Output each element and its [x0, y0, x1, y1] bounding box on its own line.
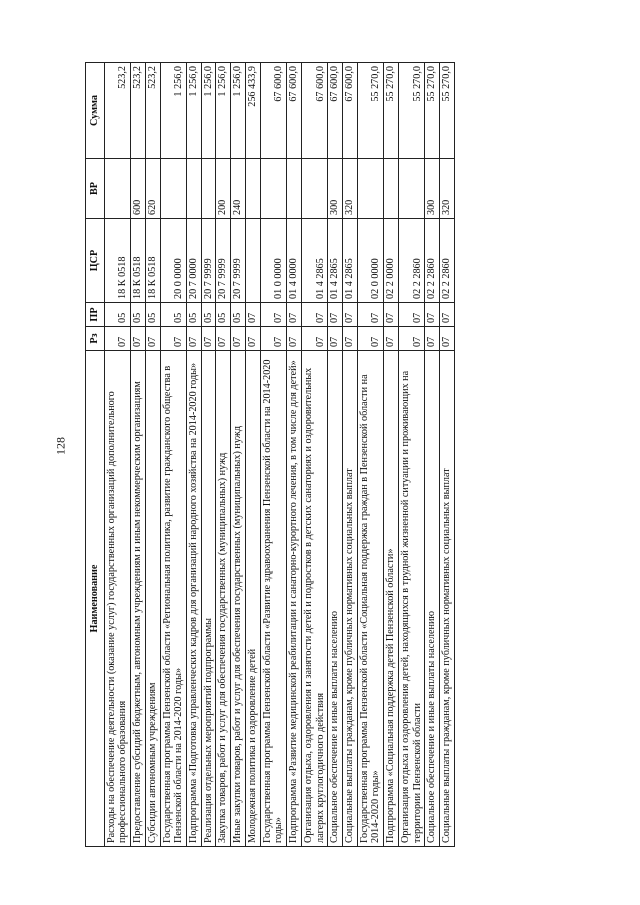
cell-csr: 01 4 2865 — [301, 219, 327, 303]
cell-pr: 07 — [287, 303, 302, 327]
cell-name: Иные закупки товаров, работ и услуг для обеспечения государственных (муниципальных) нужд — [231, 351, 246, 847]
table-body — [104, 63, 454, 847]
cell-rz: 07 — [145, 327, 160, 351]
cell-name: Социальные выплаты гражданам, кроме публичных нормативных социальных выплат — [342, 351, 357, 847]
cell-name: Социальное обеспечение и иные выплаты населению — [425, 351, 440, 847]
cell-pr: 07 — [439, 303, 454, 327]
cell-vr: 240 — [231, 159, 246, 219]
cell-vr — [104, 159, 130, 219]
cell-pr: 07 — [260, 303, 286, 327]
cell-sum: 523,2 — [104, 63, 130, 159]
cell-pr: 07 — [328, 303, 343, 327]
cell-vr: 620 — [145, 159, 160, 219]
cell-pr: 05 — [201, 303, 216, 327]
cell-csr: 20 7 0000 — [187, 219, 202, 303]
cell-vr — [260, 159, 286, 219]
cell-pr: 07 — [342, 303, 357, 327]
cell-vr: 320 — [439, 159, 454, 219]
cell-rz: 07 — [131, 327, 146, 351]
table-row — [342, 63, 357, 847]
cell-pr: 07 — [301, 303, 327, 327]
cell-name: Государственная программа Пензенской области «Региональная политика, развитие гражданского общества в Пензенской области на 2014-2020 годы» — [160, 351, 186, 847]
cell-csr: 18 К 0518 — [131, 219, 146, 303]
cell-rz: 07 — [231, 327, 246, 351]
cell-csr: 02 2 2860 — [425, 219, 440, 303]
cell-csr: 02 2 2860 — [439, 219, 454, 303]
cell-pr: 05 — [131, 303, 146, 327]
cell-pr: 05 — [231, 303, 246, 327]
table-row — [398, 63, 424, 847]
cell-vr — [287, 159, 302, 219]
cell-csr: 20 0 0000 — [160, 219, 186, 303]
cell-pr: 05 — [145, 303, 160, 327]
cell-pr: 05 — [104, 303, 130, 327]
cell-pr: 07 — [384, 303, 399, 327]
rotated-page-content — [85, 63, 565, 847]
cell-sum: 67 600,0 — [301, 63, 327, 159]
table-row — [301, 63, 327, 847]
table-row — [231, 63, 246, 847]
cell-csr: 18 К 0518 — [104, 219, 130, 303]
cell-rz: 07 — [398, 327, 424, 351]
cell-rz: 07 — [104, 327, 130, 351]
table-row — [216, 63, 231, 847]
cell-rz: 07 — [384, 327, 399, 351]
cell-pr: 07 — [398, 303, 424, 327]
cell-vr: 320 — [342, 159, 357, 219]
table-row — [357, 63, 383, 847]
header-vr: ВР — [86, 159, 105, 219]
cell-csr: 20 7 9999 — [231, 219, 246, 303]
cell-sum: 1 256,0 — [201, 63, 216, 159]
cell-sum: 55 270,0 — [439, 63, 454, 159]
cell-rz: 07 — [439, 327, 454, 351]
cell-rz: 07 — [328, 327, 343, 351]
cell-name: Субсидии автономным учреждениям — [145, 351, 160, 847]
table-header-row — [86, 63, 105, 847]
cell-sum: 1 256,0 — [187, 63, 202, 159]
cell-name: Предоставление субсидий бюджетным, автономным учреждениям и иным некоммерческим организациям — [131, 351, 146, 847]
table-row — [439, 63, 454, 847]
cell-name: Организация отдыха, оздоровления и занятости детей и подростков в детских санаториях и оздоровительных лагерях круглогодичного действия — [301, 351, 327, 847]
cell-rz: 07 — [260, 327, 286, 351]
table-row — [201, 63, 216, 847]
table-row — [245, 63, 260, 847]
cell-name: Государственная программа Пензенской области «Социальная поддержка граждан в Пензенской области на 2014-2020 годы» — [357, 351, 383, 847]
cell-name: Закупка товаров, работ и услуг для обеспечения государственных (муниципальных) нужд — [216, 351, 231, 847]
cell-vr: 300 — [328, 159, 343, 219]
cell-name: Социальные выплаты гражданам, кроме публичных нормативных социальных выплат — [439, 351, 454, 847]
cell-sum: 256 433,9 — [245, 63, 260, 159]
table-row — [328, 63, 343, 847]
cell-name: Расходы на обеспечение деятельности (оказание услуг) государственных организаций дополнительного профессионального образования — [104, 351, 130, 847]
cell-sum: 55 270,0 — [357, 63, 383, 159]
cell-sum: 523,2 — [145, 63, 160, 159]
table-row — [104, 63, 130, 847]
cell-csr: 18 К 0518 — [145, 219, 160, 303]
cell-sum: 55 270,0 — [425, 63, 440, 159]
cell-rz: 07 — [287, 327, 302, 351]
cell-csr: 01 4 2865 — [328, 219, 343, 303]
cell-rz: 07 — [187, 327, 202, 351]
cell-pr: 07 — [425, 303, 440, 327]
cell-sum: 1 256,0 — [160, 63, 186, 159]
cell-vr — [201, 159, 216, 219]
cell-pr: 05 — [216, 303, 231, 327]
budget-table — [85, 62, 455, 847]
cell-csr: 02 2 0000 — [384, 219, 399, 303]
cell-csr — [245, 219, 260, 303]
cell-name: Организация отдыха и оздоровления детей, находящихся в трудной жизненной ситуации и проживающих на территории Пензенской области — [398, 351, 424, 847]
cell-rz: 07 — [201, 327, 216, 351]
header-csr: ЦСР — [86, 219, 105, 303]
cell-sum: 1 256,0 — [231, 63, 246, 159]
cell-rz: 07 — [216, 327, 231, 351]
cell-vr — [187, 159, 202, 219]
cell-rz: 07 — [245, 327, 260, 351]
cell-sum: 523,2 — [131, 63, 146, 159]
cell-pr: 07 — [357, 303, 383, 327]
table-row — [260, 63, 286, 847]
cell-sum: 55 270,0 — [384, 63, 399, 159]
table-row — [425, 63, 440, 847]
cell-vr — [398, 159, 424, 219]
table-row — [160, 63, 186, 847]
cell-rz: 07 — [301, 327, 327, 351]
cell-pr: 07 — [245, 303, 260, 327]
header-sum: Сумма — [86, 63, 105, 159]
cell-vr — [384, 159, 399, 219]
cell-name: Подпрограмма «Подготовка управленческих кадров для организаций народного хозяйства на 2014-2020 годы» — [187, 351, 202, 847]
header-rz: Рз — [86, 327, 105, 351]
cell-rz: 07 — [160, 327, 186, 351]
cell-csr: 20 7 9999 — [216, 219, 231, 303]
cell-rz: 07 — [357, 327, 383, 351]
cell-vr — [301, 159, 327, 219]
cell-vr: 600 — [131, 159, 146, 219]
cell-sum: 67 600,0 — [260, 63, 286, 159]
cell-sum: 1 256,0 — [216, 63, 231, 159]
cell-name: Молодежная политика и оздоровление детей — [245, 351, 260, 847]
cell-sum: 55 270,0 — [398, 63, 424, 159]
table-row — [287, 63, 302, 847]
cell-sum: 67 600,0 — [328, 63, 343, 159]
table-row — [131, 63, 146, 847]
cell-vr — [245, 159, 260, 219]
cell-csr: 01 0 0000 — [260, 219, 286, 303]
page-number: 128 — [53, 437, 68, 455]
cell-csr: 20 7 9999 — [201, 219, 216, 303]
cell-csr: 02 2 2860 — [398, 219, 424, 303]
cell-sum: 67 600,0 — [342, 63, 357, 159]
cell-vr: 200 — [216, 159, 231, 219]
table-row — [384, 63, 399, 847]
cell-pr: 05 — [187, 303, 202, 327]
cell-name: Подпрограмма «Развитие медицинской реабилитации и санаторно-курортного лечения, в том числе для детей» — [287, 351, 302, 847]
cell-csr: 02 0 0000 — [357, 219, 383, 303]
cell-name: Социальное обеспечение и иные выплаты населению — [328, 351, 343, 847]
cell-name: Реализация отдельных мероприятий подпрограммы — [201, 351, 216, 847]
table-row — [145, 63, 160, 847]
cell-name: Государственная программа Пензенской области «Развитие здравоохранения Пензенской области на 2014-2020 годы» — [260, 351, 286, 847]
header-name: Наименование — [86, 351, 105, 847]
table-row — [187, 63, 202, 847]
cell-rz: 07 — [425, 327, 440, 351]
cell-csr: 01 4 2865 — [342, 219, 357, 303]
cell-rz: 07 — [342, 327, 357, 351]
cell-pr: 05 — [160, 303, 186, 327]
cell-vr — [357, 159, 383, 219]
header-pr: ПР — [86, 303, 105, 327]
cell-name: Подпрограмма «Социальная поддержка детей Пензенской области» — [384, 351, 399, 847]
cell-vr — [160, 159, 186, 219]
cell-sum: 67 600,0 — [287, 63, 302, 159]
cell-csr: 01 4 0000 — [287, 219, 302, 303]
cell-vr: 300 — [425, 159, 440, 219]
